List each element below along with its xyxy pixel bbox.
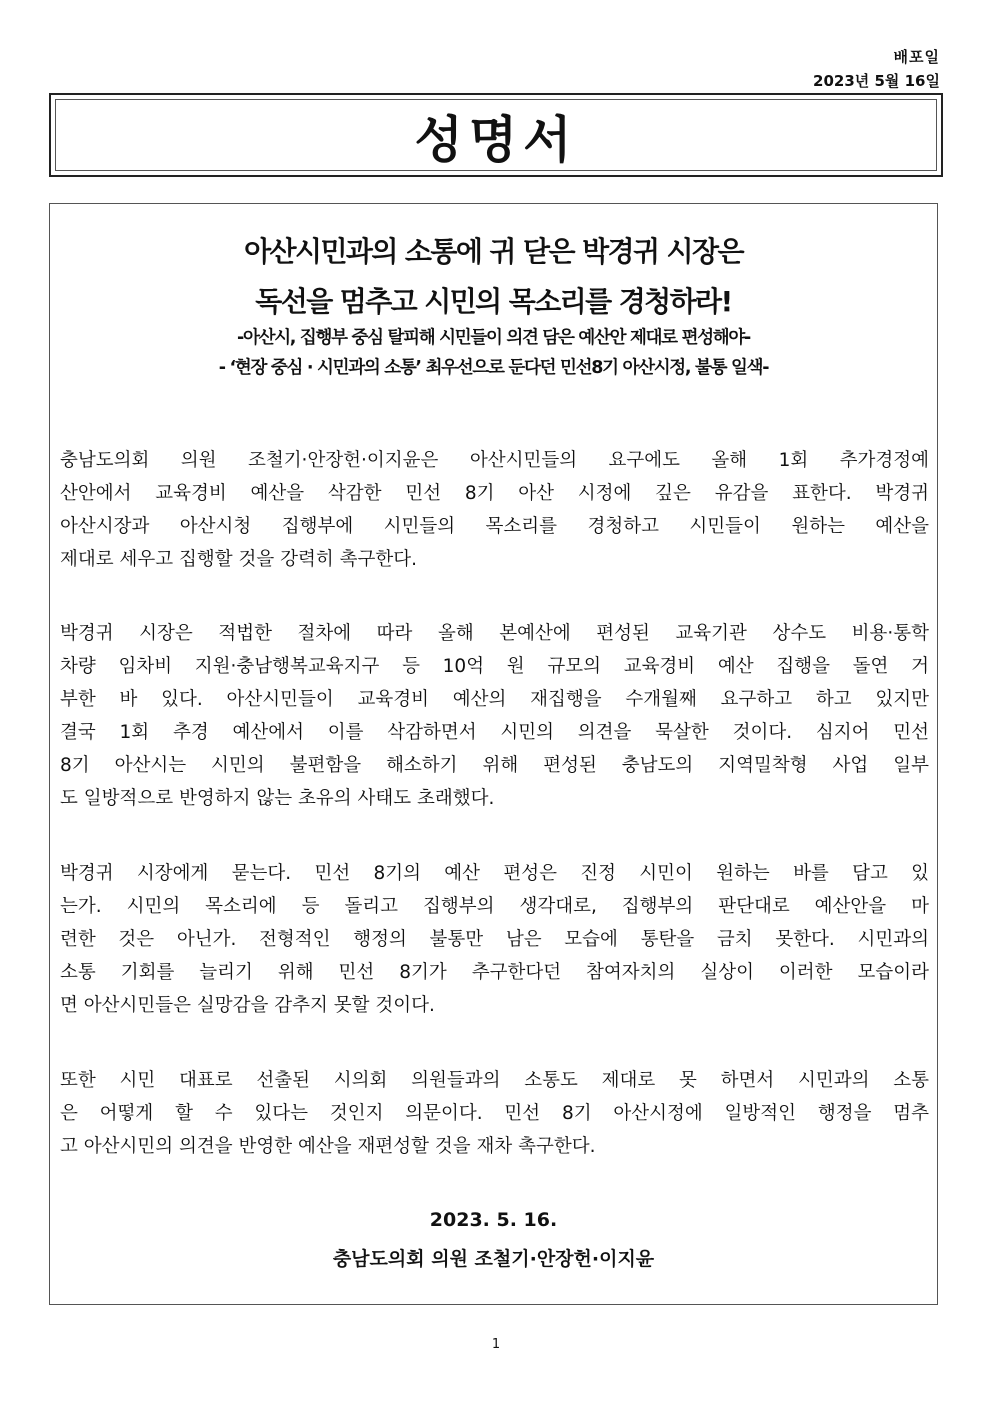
distribution-date: 2023년 5월 16일 [813,72,940,90]
headline-line-1: 아산시민과의 소통에 귀 닫은 박경귀 시장은 [244,235,743,268]
paragraph-line: 고 아산시민의 의견을 반영한 예산을 재편성할 것을 재차 촉구한다. [60,1136,596,1157]
document-title: 성명서 [414,110,578,169]
paragraph-2 [60,617,929,815]
signature-names: 충남도의회 의원 조철기·안장헌·이지윤 [332,1248,655,1270]
paragraph-line: 결국 1회 추경 예산에서 이를 삭감하면서 시민의 의견을 묵살한 것이다. 심지어 민선 [60,722,929,743]
subheadline-2: - ‘현장 중심 · 시민과의 소통’ 최우선으로 둔다던 민선8기 아산시정, 불통 일색- [218,358,769,378]
paragraph-1 [60,444,929,576]
paragraph-line: 소통 기회를 늘리기 위해 민선 8기가 추구한다던 참여자치의 실상이 이러한 모습이라 [60,962,929,983]
title-box [49,93,943,177]
paragraph-line: 박경귀 시장에게 묻는다. 민선 8기의 예산 편성은 진정 시민이 원하는 바를 담고 있 [60,863,929,884]
paragraph-line: 8기 아산시는 시민의 불편함을 해소하기 위해 편성된 충남도의 지역밀착형 사업 일부 [60,755,929,776]
statement-body [49,203,938,1305]
paragraph-line: 는가. 시민의 목소리에 등 돌리고 집행부의 생각대로, 집행부의 판단대로 예산안을 마 [60,896,929,917]
paragraph-line: 충남도의회 의원 조철기·안장헌·이지윤은 아산시민들의 요구에도 올해 1회 추가경정예 [60,450,929,471]
paragraph-line: 련한 것은 아닌가. 전형적인 행정의 불통만 남은 모습에 통탄을 금치 못한다. 시민과의 [60,929,929,950]
paragraph-line: 도 일방적으로 반영하지 않는 초유의 사태도 초래했다. [60,788,495,809]
distribution-label: 배포일 [893,48,940,66]
headline-line-2: 독선을 멈추고 시민의 목소리를 경청하라! [255,285,732,318]
paragraph-line: 면 아산시민들은 실망감을 감추지 못할 것이다. [60,995,435,1016]
subheadline-1: -아산시, 집행부 중심 탈피해 시민들이 의견 담은 예산안 제대로 편성해야- [237,328,750,348]
paragraph-line: 부한 바 있다. 아산시민들이 교육경비 예산의 재집행을 수개월째 요구하고 하고 있지만 [60,689,929,710]
paragraph-line: 박경귀 시장은 적법한 절차에 따라 올해 본예산에 편성된 교육기관 상수도 비용·통학 [60,623,929,644]
page-number: 1 [491,1337,501,1352]
paragraph-line: 산안에서 교육경비 예산을 삭감한 민선 8기 아산 시정에 깊은 유감을 표한다. 박경귀 [60,483,929,504]
paragraph-line: 차량 임차비 지원·충남행복교육지구 등 10억 원 규모의 교육경비 예산 집행을 돌연 거 [60,656,929,677]
paragraph-line: 아산시장과 아산시청 집행부에 시민들의 목소리를 경청하고 시민들이 원하는 예산을 [60,516,929,537]
signature-date: 2023. 5. 16. [429,1209,558,1231]
paragraph-line: 제대로 세우고 집행할 것을 강력히 촉구한다. [60,549,417,570]
paragraph-3 [60,857,929,1022]
paragraph-4 [60,1064,929,1163]
paragraph-line: 또한 시민 대표로 선출된 시의회 의원들과의 소통도 제대로 못 하면서 시민과의 소통 [60,1070,929,1091]
paragraph-line: 은 어떻게 할 수 있다는 것인지 의문이다. 민선 8기 아산시정에 일방적인 행정을 멈추 [60,1103,929,1124]
